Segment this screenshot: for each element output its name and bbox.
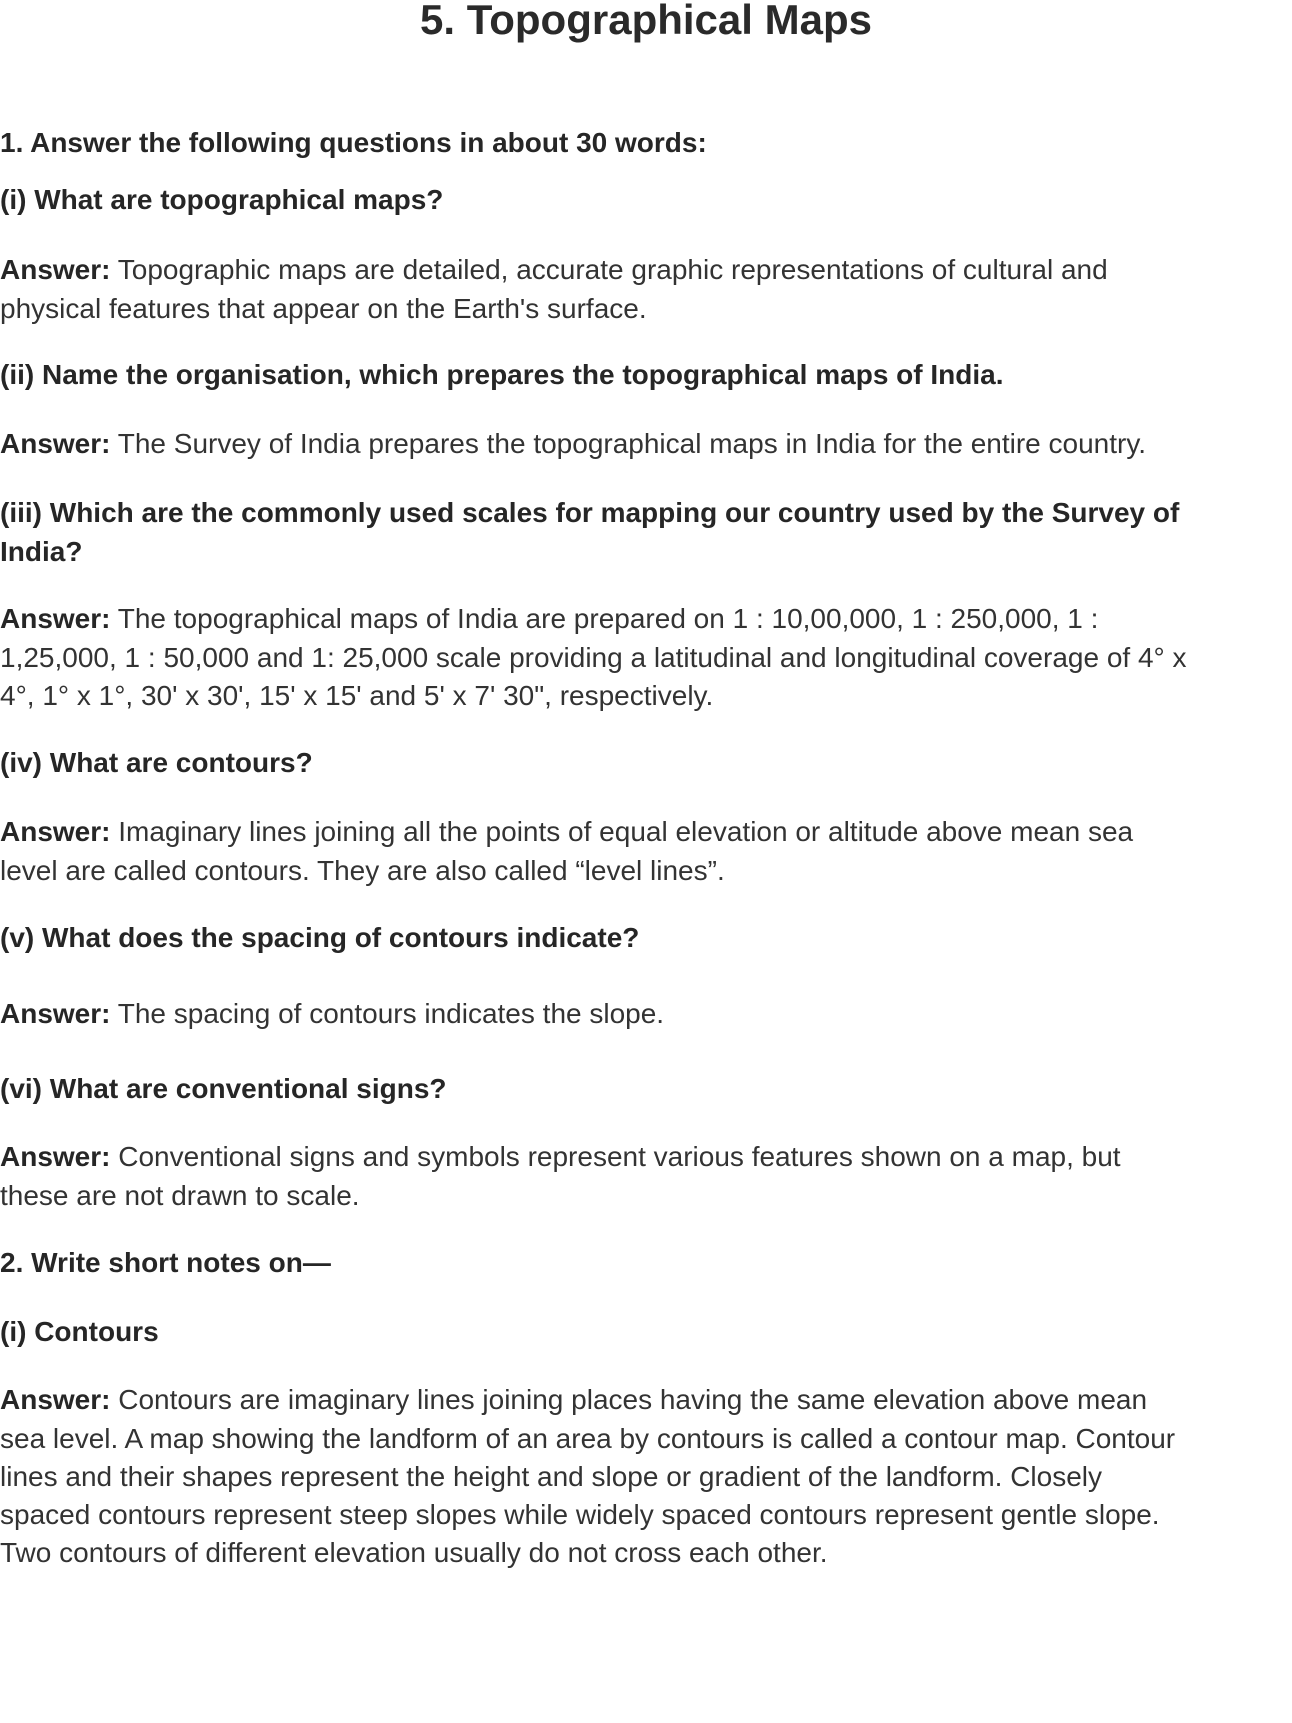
question-3-line-1: (iii) Which are the commonly used scales for mapping our country used by the Survey of: [0, 497, 1180, 528]
answer-label: Answer:: [0, 816, 111, 847]
answer-label: Answer:: [0, 603, 111, 634]
note-1-line-3: lines and their shapes represent the height and slope or gradient of the landform. Closely: [0, 1461, 1103, 1492]
answer-text: The topographical maps of India are prepared on 1 : 10,00,000, 1 : 250,000, 1 :: [117, 603, 1099, 634]
answer-text: Conventional signs and symbols represent various features shown on a map, but: [118, 1141, 1121, 1172]
answer-3-line-1: [0, 598, 1098, 640]
answer-text: The Survey of India prepares the topographical maps in India for the entire country.: [117, 428, 1147, 459]
note-1-line-5: Two contours of different elevation usually do not cross each other.: [0, 1537, 828, 1568]
section-heading-2: 2. Write short notes on—: [0, 1247, 331, 1278]
question-4: (iv) What are contours?: [0, 747, 313, 778]
answer-3-line-2: 1,25,000, 1 : 50,000 and 1: 25,000 scale providing a latitudinal and longitudinal coverage of 4° x: [0, 642, 1187, 673]
answer-2-line-1: [0, 423, 1146, 465]
note-1-heading: (i) Contours: [0, 1316, 159, 1347]
section-heading-1: 1. Answer the following questions in about 30 words:: [0, 127, 707, 158]
answer-6-line-1: [0, 1136, 1121, 1178]
answer-label: Answer:: [0, 1384, 111, 1415]
question-6: (vi) What are conventional signs?: [0, 1073, 447, 1104]
answer-6-line-2: these are not drawn to scale.: [0, 1180, 360, 1211]
answer-3-line-3: 4°, 1° x 1°, 30' x 30', 15' x 15' and 5' x 7' 30", respectively.: [0, 680, 714, 711]
answer-text: Contours are imaginary lines joining places having the same elevation above mean: [118, 1384, 1148, 1415]
question-1: (i) What are topographical maps?: [0, 184, 444, 215]
answer-label: Answer:: [0, 428, 111, 459]
answer-4-line-1: [0, 811, 1133, 853]
answer-1-line-1: [0, 249, 1108, 291]
note-1-line-2: sea level. A map showing the landform of an area by contours is called a contour map. Contour: [0, 1423, 1176, 1454]
answer-1-line-2: physical features that appear on the Earth's surface.: [0, 293, 647, 324]
answer-text: The spacing of contours indicates the slope.: [117, 998, 665, 1029]
answer-text: Topographic maps are detailed, accurate graphic representations of cultural and: [117, 254, 1108, 285]
answer-label: Answer:: [0, 1141, 111, 1172]
answer-4-line-2: level are called contours. They are also called “level lines”.: [0, 855, 725, 886]
page-title: 5. Topographical Maps: [420, 0, 872, 43]
answer-label: Answer:: [0, 254, 111, 285]
answer-text: Imaginary lines joining all the points of equal elevation or altitude above mean sea: [118, 816, 1134, 847]
question-2: (ii) Name the organisation, which prepares the topographical maps of India.: [0, 359, 1004, 390]
answer-5-line-1: [0, 993, 664, 1035]
note-1-line-4: spaced contours represent steep slopes while widely spaced contours represent gentle slope.: [0, 1499, 1160, 1530]
answer-label: Answer:: [0, 998, 111, 1029]
question-5: (v) What does the spacing of contours indicate?: [0, 922, 640, 953]
note-1-line-1: [0, 1379, 1147, 1421]
question-3-line-2: India?: [0, 536, 83, 567]
